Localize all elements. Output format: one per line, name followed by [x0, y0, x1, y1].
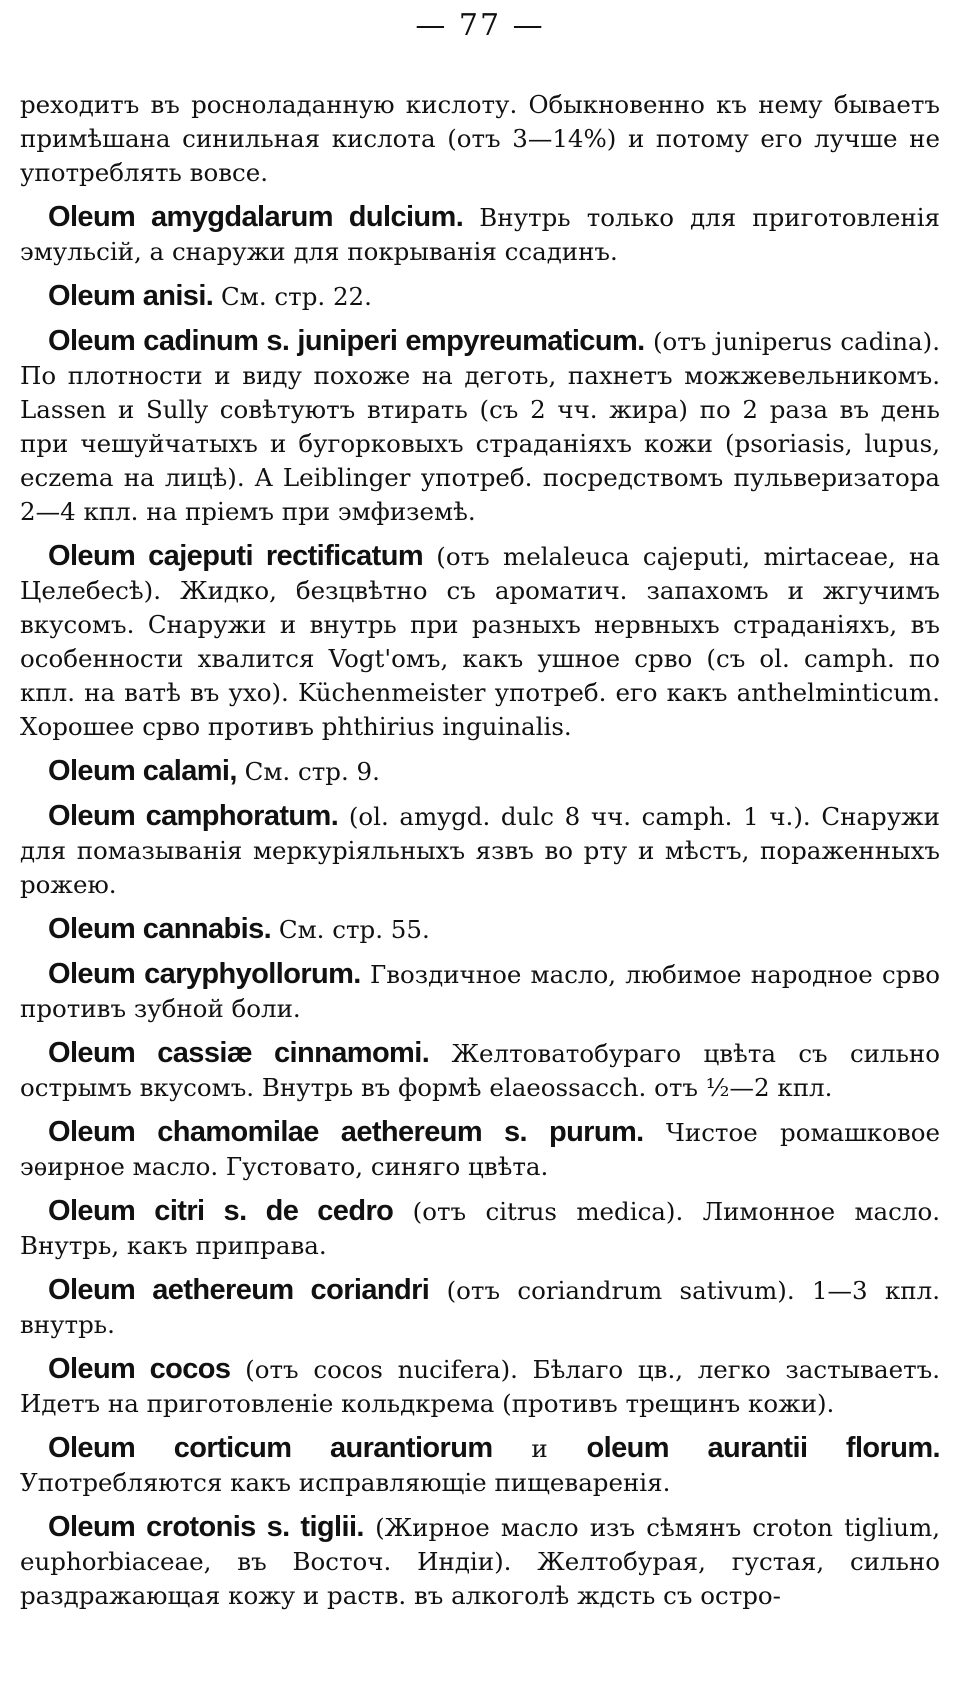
entry-text: См. стр. 55.	[271, 915, 430, 944]
entry-text: (отъ melaleuca cajeputi, mirtaceae, на Целебесѣ). Жидко, безцвѣтно съ ароматич. запахомъ и жгучимъ вкусомъ. Снаружи и внутрь при разныхъ нервныхъ страданіяхъ, въ особенности хвалится Vogt'омъ, какъ ушное срво (съ ol. camph. по кпл. на ватѣ въ ухо). Küchenmeister употреб. его какъ anthelminticum. Хорошее срво противъ phthirius inguinalis.	[20, 542, 940, 741]
entry-headword: Oleum aethereum coriandri	[48, 1274, 430, 1306]
entry-headword: Oleum cannabis.	[48, 913, 272, 945]
entry-headword: Oleum amygdalarum dulcium.	[48, 201, 464, 233]
continuation-paragraph: реходитъ въ росноладанную кислоту. Обыкновенно къ нему бываетъ примѣшана синильная кислота (отъ 3—14%) и потому его лучше не употреблять вовсе.	[20, 90, 940, 187]
entry-text: Чистое ромашковое эѳирное масло. Густовато, синяго цвѣта.	[20, 1118, 940, 1181]
entry-oleum-calami	[20, 754, 940, 789]
entry-text: (ol. amygd. dulc 8 чч. camph. 1 ч.). Снаружи для помазыванія меркуріяльныхъ язвъ во рту и мѣстъ, пораженныхъ рожею.	[20, 802, 940, 899]
entry-oleum-cassiae	[20, 1036, 940, 1105]
entry-headword: Oleum cadinum s. juniperi empyreumaticum.	[48, 325, 645, 357]
entry-headword: Oleum caryphyollorum.	[48, 958, 361, 990]
entry-oleum-amygdalarum	[20, 200, 940, 269]
entry-headword: Oleum cocos	[48, 1353, 231, 1385]
entry-oleum-coriandri	[20, 1273, 940, 1342]
entry-oleum-camphoratum	[20, 799, 940, 902]
entry-oleum-crotonis	[20, 1510, 940, 1613]
entry-oleum-cadinum	[20, 324, 940, 529]
entry-oleum-cocos	[20, 1352, 940, 1421]
entry-headword: Oleum anisi.	[48, 280, 214, 312]
entry-oleum-citri	[20, 1194, 940, 1263]
entry-oleum-cajeputi	[20, 539, 940, 744]
entry-headword: Oleum citri s. de cedro	[48, 1195, 394, 1227]
entry-text: Гвоздичное масло, любимое народное срво противъ зубной боли.	[20, 960, 940, 1023]
entry-headword: Oleum chamomilae aethereum s. purum.	[48, 1116, 644, 1148]
entry-headword: Oleum crotonis s. tiglii.	[48, 1511, 364, 1543]
page-body	[20, 88, 940, 1623]
entry-oleum-chamomilae	[20, 1115, 940, 1184]
entry-text: (отъ cocos nucifera). Бѣлаго цв., легко застываетъ. Идетъ на приготовленіе кольдкрема (противъ трещинъ кожи).	[20, 1355, 940, 1418]
entry-text: (отъ coriandrum sativum). 1—3 кпл. внутрь.	[20, 1276, 940, 1339]
entry-text: Внутрь только для приготовленія эмульсій, а снаружи для покрыванія ссадинъ.	[20, 203, 940, 266]
entry-oleum-cannabis	[20, 912, 940, 947]
entry-text: (отъ citrus medica). Лимонное масло. Внутрь, какъ приправа.	[20, 1197, 940, 1260]
entry-text: Желтоватобураго цвѣта съ сильно острымъ вкусомъ. Внутрь въ формѣ elaeossacch. отъ ½—2 кпл.	[20, 1039, 940, 1102]
entry-headword-secondary: oleum aurantii florum.	[586, 1432, 940, 1464]
entry-text: (Жирное масло изъ сѣмянъ croton tiglium, euphorbiaceae, въ Восточ. Индіи). Желтобурая, густая, сильно раздражающая кожу и раств. въ алкоголѣ ждсть съ остро-	[20, 1513, 940, 1610]
entry-headword: Oleum corticum aurantiorum	[48, 1432, 493, 1464]
entry-oleum-anisi	[20, 279, 940, 314]
entry-headword: Oleum calami,	[48, 755, 237, 787]
entry-oleum-corticum-aurantiorum	[20, 1431, 940, 1500]
entry-text: См. стр. 9.	[236, 757, 380, 786]
entry-headword: Oleum cajeputi rectificatum	[48, 540, 424, 572]
entry-headword: Oleum cassiæ cinnamomi.	[48, 1037, 430, 1069]
entry-oleum-caryphyollorum	[20, 957, 940, 1026]
entry-text: (отъ juniperus cadina). По плотности и виду похоже на деготь, пахнетъ можжевельникомъ. Lassen и Sully совѣтуютъ втирать (съ 2 чч. жира) по 2 раза въ день при чешуйчатыхъ и бугорковыхъ страданіяхъ кожи (psoriasis, lupus, eczema на лицѣ). A Leiblinger употреб. посредствомъ пульверизатора 2—4 кпл. на пріемъ при эмфиземѣ.	[20, 327, 940, 526]
entry-headword: Oleum camphoratum.	[48, 800, 339, 832]
entry-text: См. стр. 22.	[213, 282, 372, 311]
entry-text: Употребляются какъ исправляющіе пищеваренія.	[20, 1468, 671, 1497]
page-number: — 77 —	[415, 8, 545, 43]
entry-conjunction: и	[492, 1434, 587, 1463]
